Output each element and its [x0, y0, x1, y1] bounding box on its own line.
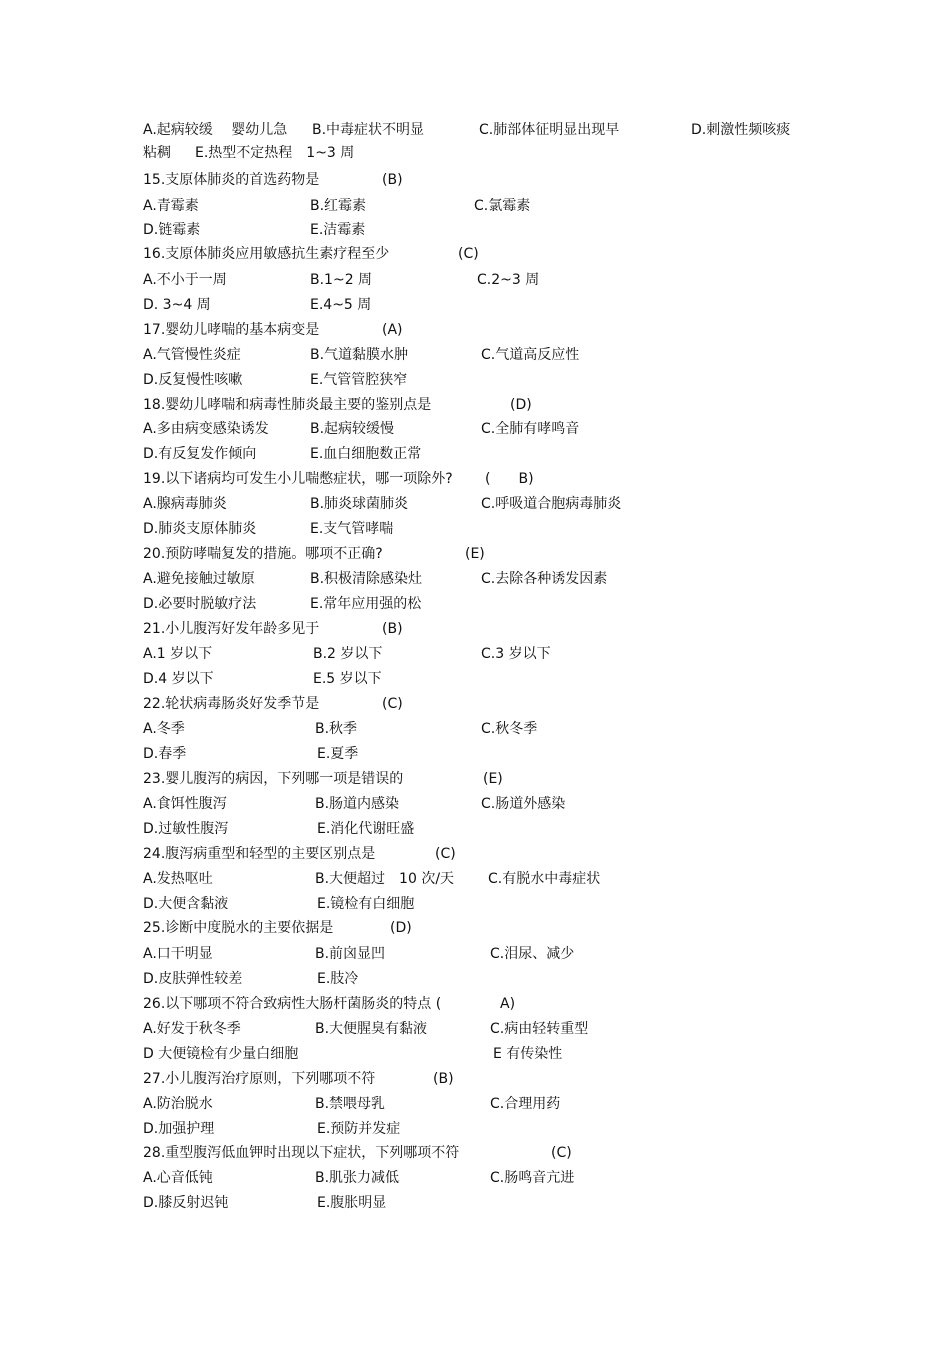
text-line-34-col-1: A.口干明显	[143, 946, 213, 962]
text-line-28-col-3: C.肠道外感染	[481, 796, 566, 812]
text-line-20-col-1: D.必要时脱敏疗法	[143, 596, 257, 612]
text-line-42-col-2: (C)	[551, 1145, 572, 1161]
text-line-9-col-1: 17.婴幼儿哮喘的基本病变是	[143, 322, 320, 338]
text-line-39-col-1: 27.小儿腹泻治疗原则，下列哪项不符	[143, 1071, 376, 1087]
text-line-1-col-3: C.肺部体征明显出现早	[479, 122, 620, 138]
text-line-30-col-2: (C)	[435, 846, 456, 862]
text-line-39-col-2: (B)	[433, 1071, 454, 1087]
text-line-21-col-2: (B)	[382, 621, 403, 637]
text-line-37-col-3: C.病由轻转重型	[490, 1021, 589, 1037]
text-line-27-col-1: 23.婴儿腹泻的病因，下列哪一项是错误的	[143, 771, 404, 787]
text-line-20-col-2: E.常年应用强的松	[310, 596, 422, 612]
text-line-11-col-2: E.气管管腔狭窄	[310, 372, 408, 388]
text-line-38-col-1: D 大便镜检有少量白细胞	[143, 1046, 299, 1062]
text-line-29-col-2: E.消化代谢旺盛	[317, 821, 415, 837]
text-line-2-col-2: E.热型不定热程 1~3 周	[195, 145, 355, 161]
text-line-15-col-2: ( B)	[485, 471, 534, 487]
text-line-13-col-3: C.全肺有哮鸣音	[481, 421, 580, 437]
text-line-11-col-1: D.反复慢性咳嗽	[143, 372, 243, 388]
text-line-3-col-2: (B)	[382, 172, 403, 188]
text-line-29-col-1: D.过敏性腹泻	[143, 821, 229, 837]
text-line-13-col-1: A.多由病变感染诱发	[143, 421, 269, 437]
text-line-10-col-3: C.气道高反应性	[481, 347, 580, 363]
text-line-6-col-2: (C)	[458, 246, 479, 262]
text-line-41-col-1: D.加强护理	[143, 1121, 215, 1137]
text-line-34-col-3: C.泪尿、减少	[490, 946, 575, 962]
text-line-3-col-1: 15.支原体肺炎的首选药物是	[143, 172, 320, 188]
text-line-7-col-1: A.不小于一周	[143, 272, 227, 288]
text-line-36-col-2: A)	[500, 996, 516, 1012]
text-line-4-col-1: A.青霉素	[143, 198, 199, 214]
text-line-21-col-1: 21.小儿腹泻好发年龄多见于	[143, 621, 320, 637]
text-line-12-col-1: 18.婴幼儿哮喘和病毒性肺炎最主要的鉴别点是	[143, 397, 432, 413]
text-line-36-col-1: 26.以下哪项不符合致病性大肠杆菌肠炎的特点 (	[143, 996, 442, 1012]
text-line-38-col-2: E 有传染性	[493, 1046, 563, 1062]
text-line-28-col-2: B.肠道内感染	[315, 796, 400, 812]
text-line-26-col-1: D.春季	[143, 746, 187, 762]
text-line-32-col-1: D.大便含黏液	[143, 896, 229, 912]
text-line-1-col-1: A.起病较缓 婴幼儿急	[143, 122, 288, 138]
text-line-8-col-2: E.4~5 周	[310, 297, 372, 313]
text-line-25-col-2: B.秋季	[315, 721, 358, 737]
text-line-13-col-2: B.起病较缓慢	[310, 421, 395, 437]
text-line-9-col-2: (A)	[382, 322, 403, 338]
text-line-44-col-2: E.腹胀明显	[317, 1195, 387, 1211]
text-line-17-col-1: D.肺炎支原体肺炎	[143, 521, 257, 537]
text-line-19-col-2: B.积极清除感染灶	[310, 571, 423, 587]
text-line-40-col-2: B.禁喂母乳	[315, 1096, 386, 1112]
text-line-31-col-2: B.大便超过 10 次/天	[315, 871, 455, 887]
text-line-32-col-2: E.镜检有白细胞	[317, 896, 415, 912]
text-line-7-col-3: C.2~3 周	[477, 272, 540, 288]
text-line-1-col-2: B.中毒症状不明显	[312, 122, 425, 138]
text-line-23-col-1: D.4 岁以下	[143, 671, 214, 687]
text-line-1-col-4: D.刺激性频咳痰	[691, 122, 791, 138]
text-line-14-col-2: E.血白细胞数正常	[310, 446, 422, 462]
text-line-34-col-2: B.前囟显凹	[315, 946, 386, 962]
text-line-5-col-2: E.洁霉素	[310, 222, 366, 238]
text-line-5-col-1: D.链霉素	[143, 222, 201, 238]
text-line-40-col-1: A.防治脱水	[143, 1096, 213, 1112]
text-line-31-col-1: A.发热呕吐	[143, 871, 213, 887]
text-line-35-col-1: D.皮肤弹性较差	[143, 971, 243, 987]
text-line-7-col-2: B.1~2 周	[310, 272, 373, 288]
text-line-28-col-1: A.食饵性腹泻	[143, 796, 227, 812]
text-line-8-col-1: D. 3~4 周	[143, 297, 211, 313]
text-line-4-col-2: B.红霉素	[310, 198, 367, 214]
text-line-35-col-2: E.肢冷	[317, 971, 359, 987]
text-line-2-col-1: 粘稠	[143, 145, 171, 161]
text-line-17-col-2: E.支气管哮喘	[310, 521, 394, 537]
text-line-22-col-2: B.2 岁以下	[313, 646, 383, 662]
text-line-23-col-2: E.5 岁以下	[313, 671, 382, 687]
text-line-42-col-1: 28.重型腹泻低血钾时出现以下症状，下列哪项不符	[143, 1145, 460, 1161]
text-line-16-col-2: B.肺炎球菌肺炎	[310, 496, 409, 512]
text-line-12-col-2: (D)	[510, 397, 532, 413]
text-line-4-col-3: C.氯霉素	[474, 198, 531, 214]
text-line-22-col-1: A.1 岁以下	[143, 646, 213, 662]
text-line-27-col-2: (E)	[483, 771, 503, 787]
text-line-37-col-2: B.大便腥臭有黏液	[315, 1021, 428, 1037]
text-line-16-col-3: C.呼吸道合胞病毒肺炎	[481, 496, 622, 512]
text-line-24-col-1: 22.轮状病毒肠炎好发季节是	[143, 696, 320, 712]
text-line-22-col-3: C.3 岁以下	[481, 646, 551, 662]
text-line-26-col-2: E.夏季	[317, 746, 359, 762]
text-line-43-col-3: C.肠鸣音亢进	[490, 1170, 575, 1186]
text-line-25-col-3: C.秋冬季	[481, 721, 538, 737]
text-line-40-col-3: C.合理用药	[490, 1096, 561, 1112]
text-line-33-col-1: 25.诊断中度脱水的主要依据是	[143, 920, 334, 936]
text-line-19-col-3: C.去除各种诱发因素	[481, 571, 608, 587]
text-line-18-col-1: 20.预防哮喘复发的措施。哪项不正确?	[143, 546, 383, 562]
text-line-15-col-1: 19.以下诸病均可发生小儿喘憋症状，哪一项除外?	[143, 471, 453, 487]
text-line-30-col-1: 24.腹泻病重型和轻型的主要区别点是	[143, 846, 376, 862]
text-line-6-col-1: 16.支原体肺炎应用敏感抗生素疗程至少	[143, 246, 390, 262]
text-line-33-col-2: (D)	[390, 920, 412, 936]
text-line-14-col-1: D.有反复发作倾向	[143, 446, 257, 462]
text-line-10-col-2: B.气道黏膜水肿	[310, 347, 409, 363]
text-line-19-col-1: A.避免接触过敏原	[143, 571, 255, 587]
text-line-24-col-2: (C)	[382, 696, 403, 712]
text-line-31-col-3: C.有脱水中毒症状	[488, 871, 601, 887]
text-line-43-col-2: B.肌张力减低	[315, 1170, 400, 1186]
text-line-16-col-1: A.腺病毒肺炎	[143, 496, 227, 512]
text-line-44-col-1: D.膝反射迟钝	[143, 1195, 229, 1211]
text-line-43-col-1: A.心音低钝	[143, 1170, 213, 1186]
text-line-10-col-1: A.气管慢性炎症	[143, 347, 241, 363]
text-line-18-col-2: (E)	[465, 546, 485, 562]
text-line-37-col-1: A.好发于秋冬季	[143, 1021, 241, 1037]
text-line-41-col-2: E.预防并发症	[317, 1121, 401, 1137]
text-line-25-col-1: A.冬季	[143, 721, 185, 737]
